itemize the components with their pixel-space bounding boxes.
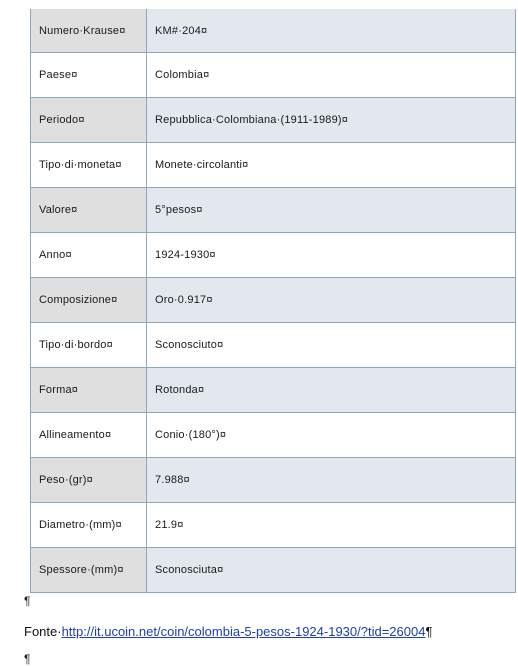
row-value: Conio·(180°)¤ <box>147 413 516 458</box>
table-row <box>31 413 516 458</box>
row-label: Periodo¤ <box>31 98 147 143</box>
row-label: Spessore·(mm)¤ <box>31 548 147 593</box>
row-value: 7.988¤ <box>147 458 516 503</box>
table-row <box>31 233 516 278</box>
row-value: Sconosciuto¤ <box>147 323 516 368</box>
table-row <box>31 53 516 98</box>
row-label: Composizione¤ <box>31 278 147 323</box>
row-label: Paese¤ <box>31 53 147 98</box>
row-label: Valore¤ <box>31 188 147 233</box>
table-row <box>31 143 516 188</box>
row-label: Anno¤ <box>31 233 147 278</box>
row-value: Rotonda¤ <box>147 368 516 413</box>
row-value: 5°pesos¤ <box>147 188 516 233</box>
source-prefix: Fonte· <box>24 624 62 639</box>
row-value: Colombia¤ <box>147 53 516 98</box>
table-row <box>31 98 516 143</box>
source-link[interactable]: http://it.ucoin.net/coin/colombia-5-pesos-1924-1930/?tid=26004 <box>61 624 426 639</box>
coin-info-table-body <box>31 9 516 593</box>
source-paragraph-mark: ¶ <box>425 624 433 639</box>
table-row <box>31 323 516 368</box>
row-label: Diametro·(mm)¤ <box>31 503 147 548</box>
table-row <box>31 548 516 593</box>
table-row <box>31 368 516 413</box>
table-row <box>31 278 516 323</box>
table-row <box>31 9 516 53</box>
table-row <box>31 188 516 233</box>
row-label: Tipo·di·bordo¤ <box>31 323 147 368</box>
coin-info-table <box>30 9 516 593</box>
row-value: Sconosciuta¤ <box>147 548 516 593</box>
row-label: Numero·Krause¤ <box>31 9 147 53</box>
row-value: 1924-1930¤ <box>147 233 516 278</box>
row-label: Allineamento¤ <box>31 413 147 458</box>
source-line <box>24 624 432 639</box>
row-label: Tipo·di·moneta¤ <box>31 143 147 188</box>
table-row <box>31 458 516 503</box>
row-label: Peso·(gr)¤ <box>31 458 147 503</box>
row-value: 21.9¤ <box>147 503 516 548</box>
paragraph-mark: ¶ <box>24 594 31 608</box>
row-label: Forma¤ <box>31 368 147 413</box>
row-value: Oro·0.917¤ <box>147 278 516 323</box>
paragraph-mark-bottom: ¶ <box>24 652 31 666</box>
row-value: KM#·204¤ <box>147 9 516 53</box>
row-value: Monete·circolanti¤ <box>147 143 516 188</box>
table-row <box>31 503 516 548</box>
row-value: Repubblica·Colombiana·(1911-1989)¤ <box>147 98 516 143</box>
